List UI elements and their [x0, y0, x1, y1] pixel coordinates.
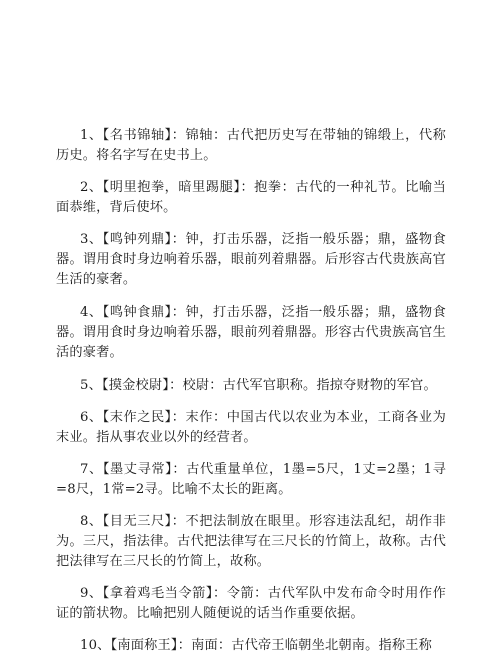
idiom-entry-9: 9、【拿着鸡毛当令箭】：令箭：古代军队中发布命令时用作作证的箭状物。比喻把别人随便说的话当作重要依据。 — [56, 586, 446, 621]
idiom-entry-6: 6、【末作之民】：末作：中国古代以农业为本业，工商各业为末业。指从事农业以外的经营者。 — [56, 410, 446, 445]
idiom-entry-10: 10、【南面称王】：南面：古代帝王临朝坐北朝南。指称王称 — [80, 638, 433, 653]
idiom-entry-2: 2、【明里抱拳，暗里踢腿】：抱拳：古代的一种礼节。比喻当面恭维，背后使坏。 — [56, 180, 446, 215]
idiom-entry-4: 4、【鸣钟食鼎】：钟，打击乐器，泛指一般乐器；鼎，盛物食器。谓用食时身边响着乐器，眼前列着鼎器。形容古代贵族高官生活的豪奢。 — [56, 305, 446, 360]
idiom-entry-7: 7、【墨丈寻常】：古代重量单位，1墨=5尺，1丈=2墨；1寻=8尺，1常=2寻。比喻不太长的距离。 — [56, 462, 446, 497]
idiom-list — [56, 126, 446, 668]
idiom-entry-3: 3、【鸣钟列鼎】：钟，打击乐器，泛指一般乐器；鼎，盛物食器。谓用食时身边响着乐器，眼前列着鼎器。后形容古代贵族高官生活的豪奢。 — [56, 232, 446, 287]
idiom-entry-5: 5、【摸金校尉】：校尉：古代军官职称。指掠夺财物的军官。 — [80, 378, 437, 393]
idiom-entry-8: 8、【目无三尺】：不把法制放在眼里。形容违法乱纪，胡作非为。三尺，指法律。古代把法律写在三尺长的竹简上，故称。古代把法律写在三尺长的竹简上，故称。 — [56, 514, 446, 569]
idiom-entry-1: 1、【名书锦轴】：锦轴：古代把历史写在带轴的锦缎上，代称历史。将名字写在史书上。 — [56, 128, 446, 163]
